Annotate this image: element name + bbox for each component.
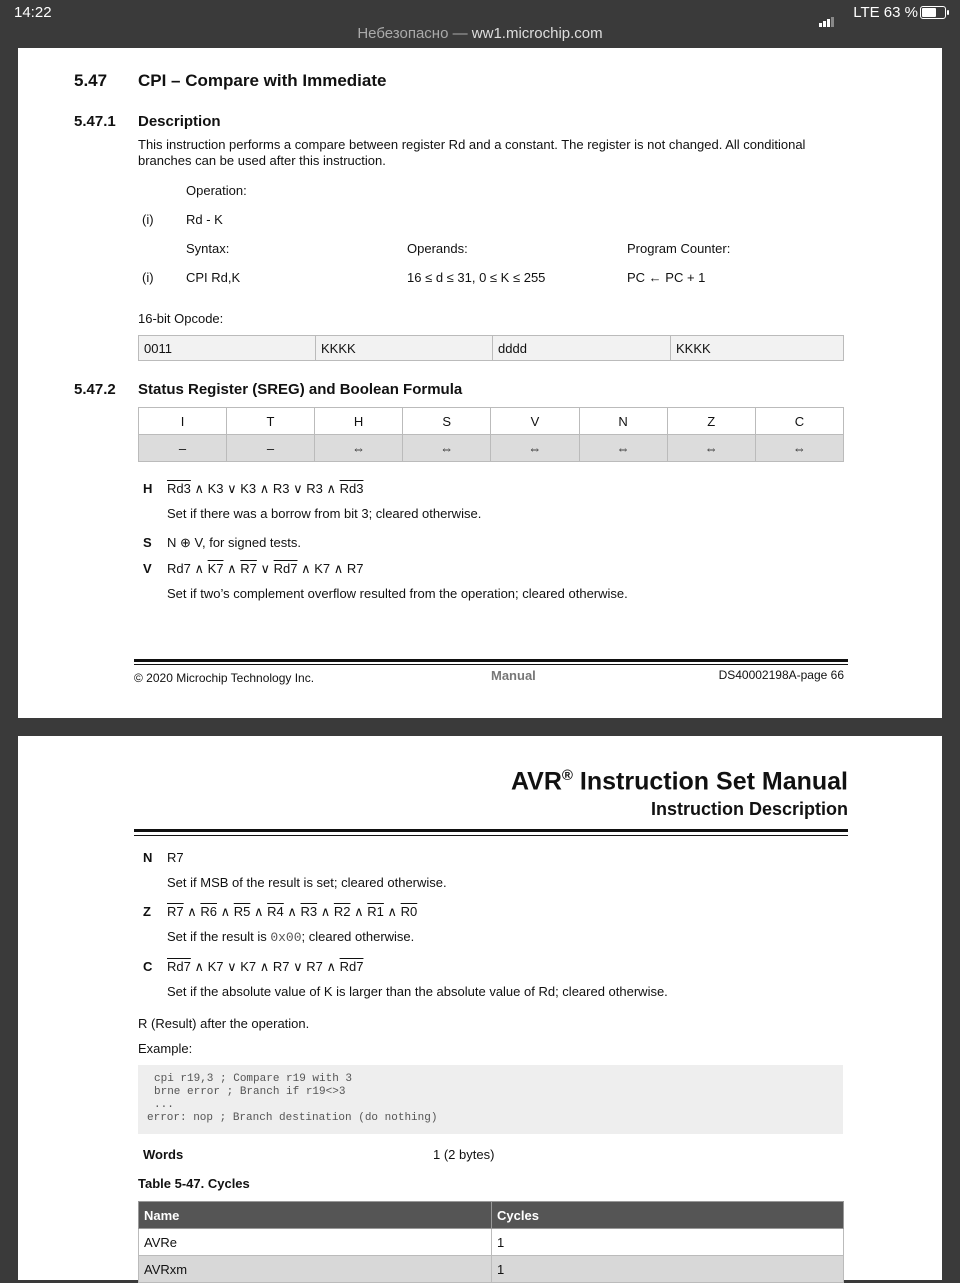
sreg-flag: S xyxy=(403,408,491,435)
opcode-cell: 0011 xyxy=(139,336,316,361)
sreg-flag: Z xyxy=(667,408,755,435)
table-caption: Table 5-47. Cycles xyxy=(138,1176,250,1191)
description-line: This instruction performs a compare between register Rd and a constant. The register is not changed. All conditional xyxy=(138,137,806,152)
sreg-value: ⇔ xyxy=(315,435,403,462)
flag-letter-h: H xyxy=(143,481,153,496)
code-line: brne error ; Branch if r19<>3 xyxy=(154,1086,346,1098)
table-row xyxy=(139,1229,844,1256)
table-cell: AVRe xyxy=(139,1229,492,1256)
opcode-table xyxy=(138,335,844,361)
header-rule xyxy=(134,835,848,836)
sreg-flag: C xyxy=(755,408,843,435)
v-formula: Rd7 ∧ K7 ∧ R7 ∨ Rd7 ∧ K7 ∧ R7 xyxy=(167,561,364,576)
program-counter-label: Program Counter: xyxy=(627,241,731,256)
sreg-flag: N xyxy=(579,408,667,435)
operands-label: Operands: xyxy=(407,241,468,256)
words-label: Words xyxy=(143,1147,184,1162)
v-description: Set if two’s complement overflow resulted from the operation; cleared otherwise. xyxy=(167,586,628,601)
code-line: error: nop ; Branch destination (do nothing) xyxy=(147,1112,438,1124)
s-formula: N ⊕ V, for signed tests. xyxy=(167,535,301,550)
insecure-label: Небезопасно xyxy=(357,25,449,42)
subsection-title: Description xyxy=(138,113,221,130)
syntax-index: (i) xyxy=(142,270,154,285)
table-cell: 1 xyxy=(492,1229,844,1256)
sreg-flag: T xyxy=(227,408,315,435)
example-label: Example: xyxy=(138,1041,193,1056)
program-counter-value: PC ← PC + 1 xyxy=(627,270,706,285)
opcode-cell: KKKK xyxy=(671,336,844,361)
sreg-table xyxy=(138,407,844,462)
c-formula: Rd7 ∧ K7 ∨ K7 ∧ R7 ∨ R7 ∧ Rd7 xyxy=(167,959,364,974)
sreg-flag: H xyxy=(315,408,403,435)
code-line: cpi r19,3 ; Compare r19 with 3 xyxy=(154,1073,353,1085)
operation-index: (i) xyxy=(142,212,154,227)
flag-letter-v: V xyxy=(143,561,152,576)
section-number: 5.47 xyxy=(74,71,108,90)
flag-letter-s: S xyxy=(143,535,152,550)
z-description: Set if the result is 0x00; cleared otherwise. xyxy=(167,929,415,945)
operands-value: 16 ≤ d ≤ 31, 0 ≤ K ≤ 255 xyxy=(407,270,546,285)
footer-page-number: DS40002198A-page 66 xyxy=(718,668,844,682)
sreg-value: ⇔ xyxy=(491,435,579,462)
sreg-flag: V xyxy=(491,408,579,435)
code-line: ... xyxy=(154,1099,174,1111)
n-description: Set if MSB of the result is set; cleared otherwise. xyxy=(167,875,447,890)
opcode-cell: KKKK xyxy=(316,336,493,361)
footer-rule xyxy=(134,659,848,662)
result-note: R (Result) after the operation. xyxy=(138,1016,310,1031)
description-line: branches can be used after this instruction. xyxy=(138,153,386,168)
cycles-table xyxy=(138,1201,844,1283)
manual-subtitle: Instruction Description xyxy=(650,799,848,819)
column-header: Cycles xyxy=(492,1202,844,1229)
h-formula: Rd3 ∧ K3 ∨ K3 ∧ R3 ∨ R3 ∧ Rd3 xyxy=(167,481,364,496)
sreg-value: – xyxy=(139,435,227,462)
column-header: Name xyxy=(139,1202,492,1229)
section-title: CPI – Compare with Immediate xyxy=(138,71,387,90)
footer-center: Manual xyxy=(491,668,536,683)
footer-rule xyxy=(134,664,848,665)
sreg-value: – xyxy=(227,435,315,462)
operation-expression: Rd - K xyxy=(186,212,223,227)
footer-copyright: © 2020 Microchip Technology Inc. xyxy=(134,671,315,685)
carrier-battery-text: LTE 63 % xyxy=(853,4,918,21)
words-value: 1 (2 bytes) xyxy=(433,1147,495,1162)
subsection-number: 5.47.2 xyxy=(74,381,116,398)
flag-letter-c: C xyxy=(143,959,153,974)
syntax-label: Syntax: xyxy=(186,241,230,256)
sreg-value: ⇔ xyxy=(403,435,491,462)
sreg-value: ⇔ xyxy=(755,435,843,462)
clock: 14:22 xyxy=(14,4,52,21)
battery-icon xyxy=(920,6,946,19)
status-bar xyxy=(0,0,960,48)
h-description: Set if there was a borrow from bit 3; cleared otherwise. xyxy=(167,506,482,521)
document-page-1 xyxy=(18,48,942,718)
sreg-value: ⇔ xyxy=(667,435,755,462)
syntax-value: CPI Rd,K xyxy=(186,270,241,285)
code-example xyxy=(138,1065,843,1134)
subsection-number: 5.47.1 xyxy=(74,113,116,130)
z-formula: R7 ∧ R6 ∧ R5 ∧ R4 ∧ R3 ∧ R2 ∧ R1 ∧ R0 xyxy=(167,904,418,919)
c-description: Set if the absolute value of K is larger than the absolute value of Rd; cleared otherwise. xyxy=(167,984,668,999)
operation-label: Operation: xyxy=(186,183,247,198)
table-cell: AVRxm xyxy=(139,1256,492,1283)
sreg-flag: I xyxy=(139,408,227,435)
document-page-2 xyxy=(18,736,942,1280)
flag-letter-z: Z xyxy=(143,904,151,919)
address-bar[interactable]: Небезопасно — ww1.microchip.com xyxy=(357,25,603,42)
opcode-label: 16-bit Opcode: xyxy=(138,311,224,326)
sreg-value: ⇔ xyxy=(579,435,667,462)
table-row xyxy=(139,1256,844,1283)
header-rule xyxy=(134,829,848,832)
flag-letter-n: N xyxy=(143,850,153,865)
opcode-cell: dddd xyxy=(493,336,671,361)
subsection-title: Status Register (SREG) and Boolean Formula xyxy=(138,381,463,398)
table-cell: 1 xyxy=(492,1256,844,1283)
url-domain: ww1.microchip.com xyxy=(471,25,603,42)
n-formula: R7 xyxy=(167,850,184,865)
manual-title: AVR® Instruction Set Manual xyxy=(510,767,848,796)
